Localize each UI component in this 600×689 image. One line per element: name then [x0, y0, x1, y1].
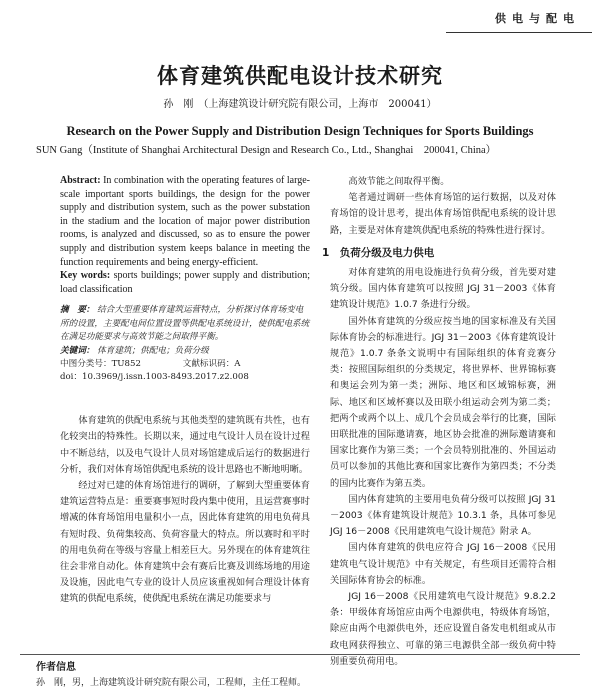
doi: doi：10.3969/j.issn.1003-8493.2017.z2.008	[60, 371, 249, 382]
left-column	[60, 174, 310, 608]
keywords-en-text: sports buildings; power supply and distribution; load classification	[60, 270, 310, 295]
abstract-en-label: Abstract:	[60, 175, 101, 186]
paragraph: 高效节能之间取得平衡。	[348, 176, 450, 187]
header-rule	[446, 32, 592, 33]
section-heading: 1 负荷分级及电力供电	[322, 246, 435, 259]
clc-number: 中图分类号：TU852	[60, 358, 141, 369]
keywords-cn	[60, 345, 310, 358]
paragraph: 笔者通过调研一些体育场馆的运行数据，以及对体育场馆的设计思考，提出体育场馆供配电系统的设计思路，主要是对体育建筑供配电系统的特殊性进行探讨。	[330, 192, 556, 236]
abstract-en-text: In combination with the operating features of large-scale important sports buildings, the design for the power supply and distribution system, such as the power substation in the stadium and the location of major power distribution rooms, is analyzed and discussed, so as to ensure the power supply and distribution system keeps balance in meeting the function requirements and being energy-efficient.	[60, 175, 310, 268]
paragraph: 对体育建筑的用电设施进行负荷分级，首先要对建筑分级。国内体育建筑可以按照 JGJ 31－2003《体育建筑设计规范》1.0.7 条进行分级。	[330, 267, 556, 311]
author-info-label: 作者信息	[36, 662, 76, 673]
right-column	[322, 174, 556, 670]
paragraph: 经过对已建的体育场馆进行的调研，了解到大型重要体育建筑运营特点是：重要赛事短时段内集中使用，且运营赛事时增减的体育场馆用电量积小一点，因此体育建筑的用电负荷具有短时段、负荷集较高、负荷容量大的特点。所以赛时和平时的用电负荷在等级与容量上相差巨大。另外现在的体育建筑往往会非常自动化。体育建筑中会有赛后比赛及训练场地的用途及设施，因此电气专业的设计人员应该重视如何合理设计体育建筑的供配电系统，使供配电系统在满足功能要求与	[60, 479, 310, 605]
keywords-cn-text: 体育建筑；供配电；负荷分级	[97, 345, 209, 356]
classification-block	[60, 358, 310, 383]
keywords-cn-label: 关键词：	[60, 345, 95, 356]
keywords-en	[60, 269, 310, 296]
author-line-en: SUN Gang（Institute of Shanghai Architectural Design and Research Co., Ltd., Shanghai 200041, China）	[36, 145, 497, 156]
author-info-text: 孙 刚，男，上海建筑设计研究院有限公司，工程师，主任工程师。	[36, 678, 307, 688]
paragraph: 国内体育建筑的主要用电负荷分级可以按照 JGJ 31－2003《体育建筑设计规范》10.3.1 条，具体可参见 JGJ 16－2008《民用建筑电气设计规范》附录 A。	[330, 493, 556, 538]
author-line-cn: 孙 刚 （上海建筑设计研究院有限公司，上海市 200041）	[163, 99, 437, 110]
paragraph: JGJ 16－2008《民用建筑电气设计规范》9.8.2.2 条：甲级体育场馆应由两个电源供电，特级体育场馆，除应由两个电源供电外，还应设置自备发电机组或从市政电网获得独立、可靠的第三电源供全部一级负荷中特别重要负荷用电。	[330, 591, 556, 667]
document-code: 文献标识码：A	[182, 358, 241, 369]
article-title-cn: 体育建筑供配电设计技术研究	[157, 64, 443, 88]
body-right	[322, 174, 556, 670]
paragraph: 体育建筑的供配电系统与其他类型的建筑既有共性，也有化较突出的特殊性。长期以来，通过电气设计人员在设计过程中不断总结，以及电气设计人员对场馆建成后运行的数据进行分析，我们对体育场馆供配电系统的设计思路也不断地明晰。	[60, 415, 310, 475]
paragraph: 国外体育建筑的分级应按当地的国家标准及有关国际体育协会的标准进行。JGJ 31－2003《体育建筑设计规范》1.0.7 条条文说明中有国际组织的体育竞赛分类：按照国际组织的分类规定，将世界杯、世界锦标赛和奥运会列为第一类；洲际、地区和区域锦标赛，洲际、地区和区域杯赛以及田联小组运动会列为第二类；把两个或两个以上、成几个会员成会举行的比赛，国际田联批准的国际邀请赛，地区协会批准的洲际邀请赛和国家比赛作为第三类；一个会员特别批准的、外国运动员可以参加的其他比赛和国家比赛作为第四类；不分类的国内比赛作为第五类。	[330, 315, 556, 489]
body-left	[60, 413, 310, 607]
abstract-en	[60, 174, 310, 269]
keywords-en-label: Key words:	[60, 270, 111, 282]
abstract-cn	[60, 304, 310, 344]
footer-rule	[20, 654, 580, 655]
abstract-cn-label: 摘 要：	[60, 305, 95, 316]
article-title-en: Research on the Power Supply and Distribution Design Techniques for Sports Buildings	[66, 124, 534, 138]
paragraph: 国内体育建筑的供电应符合 JGJ 16－2008《民用建筑电气设计规范》中有关规定，有些项目还需符合相关国际体育协会的标准。	[330, 542, 556, 586]
journal-column-header: 供电与配电	[495, 12, 580, 25]
abstract-cn-text: 结合大型重要体育建筑运营特点，分析探讨体育场变电所的设置，主要配电间位置设置等供配电系统设计，使供配电系统在满足功能要求与高效节能之间取得平衡。	[60, 305, 310, 343]
